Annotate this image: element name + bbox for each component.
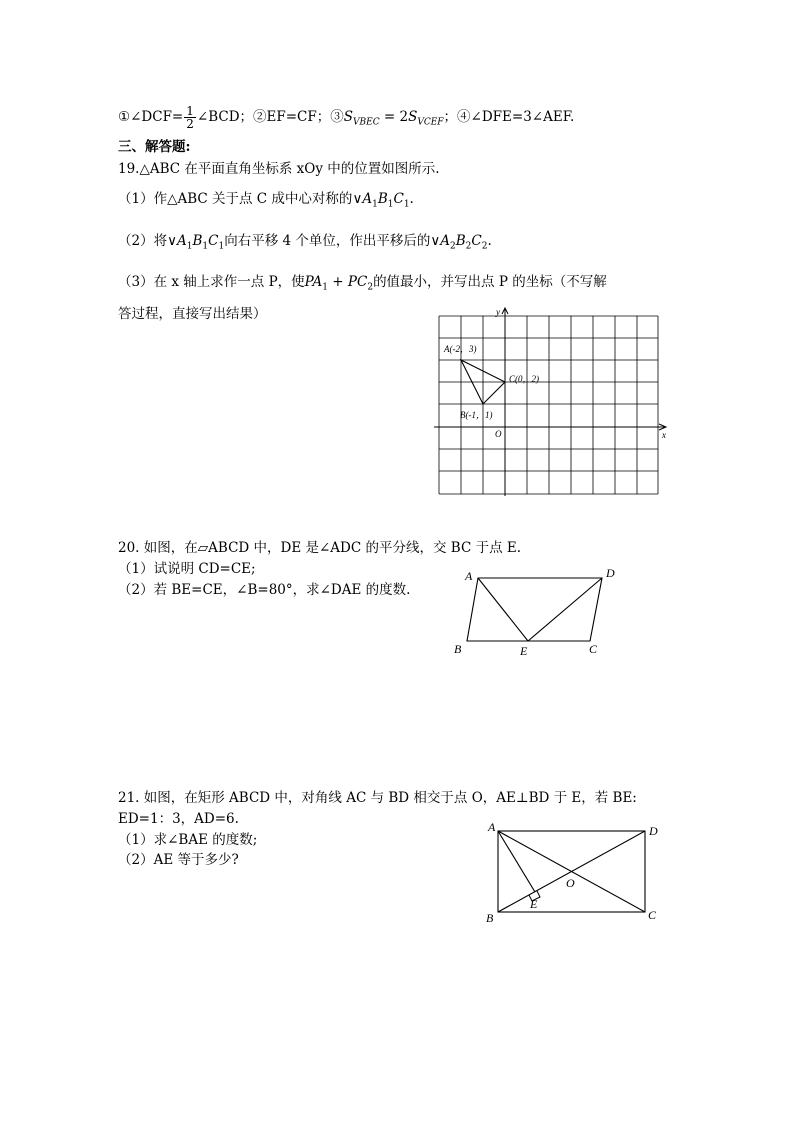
q19-part2-tri2: ∨A	[430, 233, 451, 249]
q19-part1	[118, 190, 414, 214]
q19-part2-b: B	[192, 233, 203, 249]
q19-part2	[118, 232, 492, 256]
q19-part1-text: （1）作△ABC 关于点 C 成中心对称的	[118, 191, 353, 207]
statement-text-1: ①∠DCF=	[118, 109, 184, 125]
area-symbol-1: S	[343, 109, 354, 125]
q19-part2-tri: ∨A	[167, 233, 187, 249]
q21-label-d: D	[649, 824, 658, 838]
q19-part1-end: .	[409, 191, 414, 207]
q19-part1-c: C	[393, 191, 404, 207]
fraction-half	[184, 105, 196, 130]
section-heading: 三、解答题:	[118, 139, 191, 155]
statement-text-2: ∠BCD；②EF=CF；③	[196, 109, 344, 125]
fraction-denominator: 2	[186, 117, 194, 131]
q21-label-b: B	[486, 911, 494, 925]
q20-parallelogram-figure	[450, 565, 630, 660]
q21-stem-line2: ED=1：3，AD=6.	[118, 811, 239, 827]
parallelogram-abcd	[467, 578, 602, 641]
q21-label-o: O	[566, 876, 575, 890]
area-subscript-2: VCEF	[417, 117, 444, 128]
segment-de	[528, 578, 602, 641]
q19-part3-pc: PC	[347, 274, 368, 290]
point-a-label: A(-2，3)	[444, 344, 477, 354]
q19-part2-c: C	[208, 233, 219, 249]
q19-part3	[118, 273, 607, 297]
y-axis-label: y	[496, 307, 500, 317]
q19-part1-b: B	[377, 191, 388, 207]
q19-part3-line2: 答过程，直接写出结果）	[118, 306, 267, 322]
q19-part2-b2: B	[455, 233, 466, 249]
q20-part2: （2）若 BE=CE，∠B=80°，求∠DAE 的度数.	[118, 582, 411, 598]
segment-ae	[478, 578, 528, 641]
q21-label-c: C	[648, 908, 657, 922]
q20-part1: （1）试说明 CD=CE;	[118, 561, 256, 577]
q19-part2-mid: 向右平移 4 个单位，作出平移后的	[224, 233, 431, 249]
q19-sub: 2	[465, 241, 472, 252]
q19-part1-tri: ∨A	[352, 191, 373, 207]
equals-two: = 2	[379, 109, 409, 125]
axes	[434, 308, 665, 496]
q20-stem: 20. 如图，在▱ABCD 中，DE 是∠ADC 的平分线，交 BC 于点 E.	[118, 540, 522, 556]
q19-sub: 2	[450, 241, 456, 252]
q20-label-e: E	[520, 644, 528, 658]
x-axis-label: x	[662, 430, 666, 440]
q19-sub: 1	[372, 199, 378, 210]
q20-label-d: D	[606, 566, 615, 580]
q19-part3-plus: +	[328, 274, 348, 290]
q20-label-b: B	[454, 642, 462, 656]
q19-sub: 2	[481, 241, 488, 252]
point-c-label: C(0，2)	[509, 374, 539, 384]
q21-label-a: A	[488, 820, 496, 834]
statement-text-3: ；④∠DFE=3∠AEF.	[443, 109, 575, 125]
segment-ae	[498, 831, 535, 892]
q19-part2-c2: C	[471, 233, 482, 249]
area-symbol-2: S	[408, 109, 418, 125]
q19-sub: 1	[202, 241, 209, 252]
q21-part1: （1）求∠BAE 的度数;	[118, 832, 258, 848]
q19-sub: 2	[367, 282, 374, 293]
q21-rectangle-figure	[480, 815, 670, 930]
q19-part3-text: （3）在 x 轴上求作一点 P，使	[118, 274, 305, 290]
q19-part2-text: （2）将	[118, 233, 168, 249]
point-b-label: B(-1，1)	[460, 410, 493, 420]
grid-lines	[439, 316, 658, 494]
q21-part2: （2）AE 等于多少?	[118, 852, 239, 868]
q19-sub: 1	[322, 282, 328, 293]
q19-sub: 1	[387, 199, 394, 210]
q19-sub: 1	[403, 199, 410, 210]
q19-stem: 19.△ABC 在平面直角坐标系 xOy 中的位置如图所示.	[118, 161, 440, 177]
q19-coordinate-grid	[432, 306, 672, 498]
q19-part3-pa: PA	[304, 274, 323, 290]
statements-line	[118, 105, 574, 132]
area-subscript-1: VBEC	[353, 117, 380, 128]
q20-label-a: A	[465, 569, 473, 583]
q19-sub: 1	[218, 241, 225, 252]
q19-part3-rest: 的值最小，并写出点 P 的坐标（不写解	[373, 274, 607, 290]
q21-label-e: E	[530, 897, 538, 911]
q20-label-c: C	[589, 642, 598, 656]
q21-stem-line1: 21. 如图，在矩形 ABCD 中，对角线 AC 与 BD 相交于点 O，AE⊥BD 于 E，若 BE:	[118, 790, 637, 806]
q19-part2-end: .	[487, 233, 492, 249]
origin-label: O	[495, 429, 502, 439]
fraction-numerator: 1	[186, 104, 194, 118]
q19-sub: 1	[186, 241, 193, 252]
